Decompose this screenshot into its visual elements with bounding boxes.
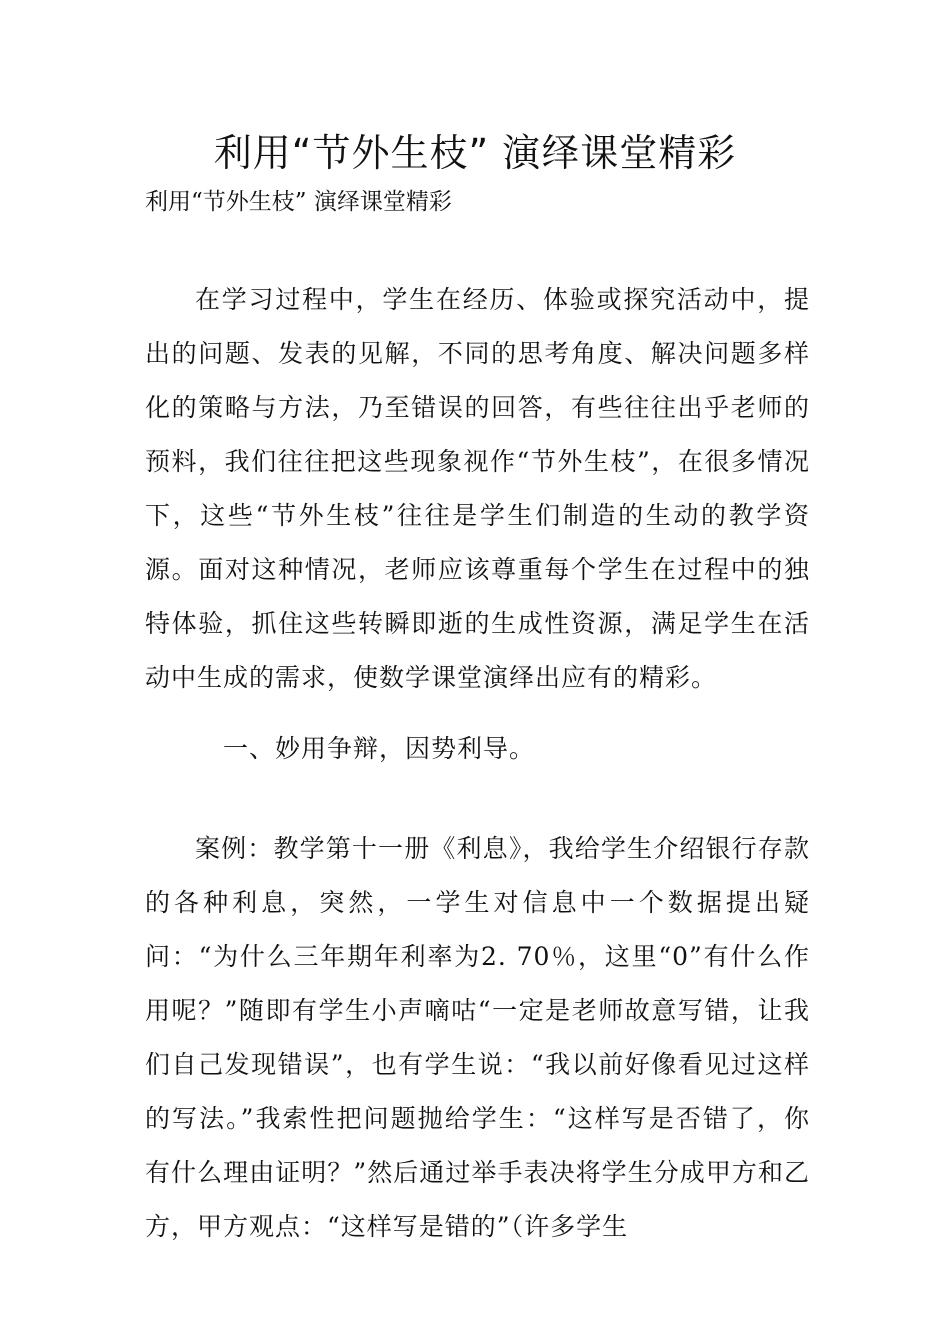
document-subtitle: 利用“节外生枝” 演绎课堂精彩 (145, 189, 452, 215)
paragraph-intro: 在学习过程中，学生在经历、体验或探究活动中，提出的问题、发表的见解，不同的思考角度、解决问题多样化的策略与方法，乃至错误的回答，有些往往出乎老师的预料，我们往往把这些现象视作“节外生枝”，在很多情况下，这些“节外生枝”往往是学生们制造的生动的教学资源。面对这种情况，老师应该尊重每个学生在过程中的独特体验，抓住这些转瞬即逝的生成性资源，满足学生在活动中生成的需求，使数学课堂演绎出应有的精彩。 (145, 285, 810, 692)
section-heading: 一、妙用争辩，因势利导。 (223, 734, 536, 763)
document-title: 利用“节外生枝” 演绎课堂精彩 (213, 131, 737, 175)
paragraph-case: 案例：教学第十一册《利息》，我给学生介绍银行存款的各种利息，突然，一学生对信息中一个数据提出疑问：“为什么三年期年利率为2. 70％，这里“0”有什么作用呢？”随即有学生小声嘀咕“一定是老师故意写错，让我们自己发现错误”，也有学生说：“我以前好像看见过这样的写法。”我索性把问题抛给学生：“这样写是否错了，你有什么理由证明？”然后通过举手表决将学生分成甲方和乙方，甲方观点：“这样写是错的”（许多学生 (145, 834, 810, 1241)
